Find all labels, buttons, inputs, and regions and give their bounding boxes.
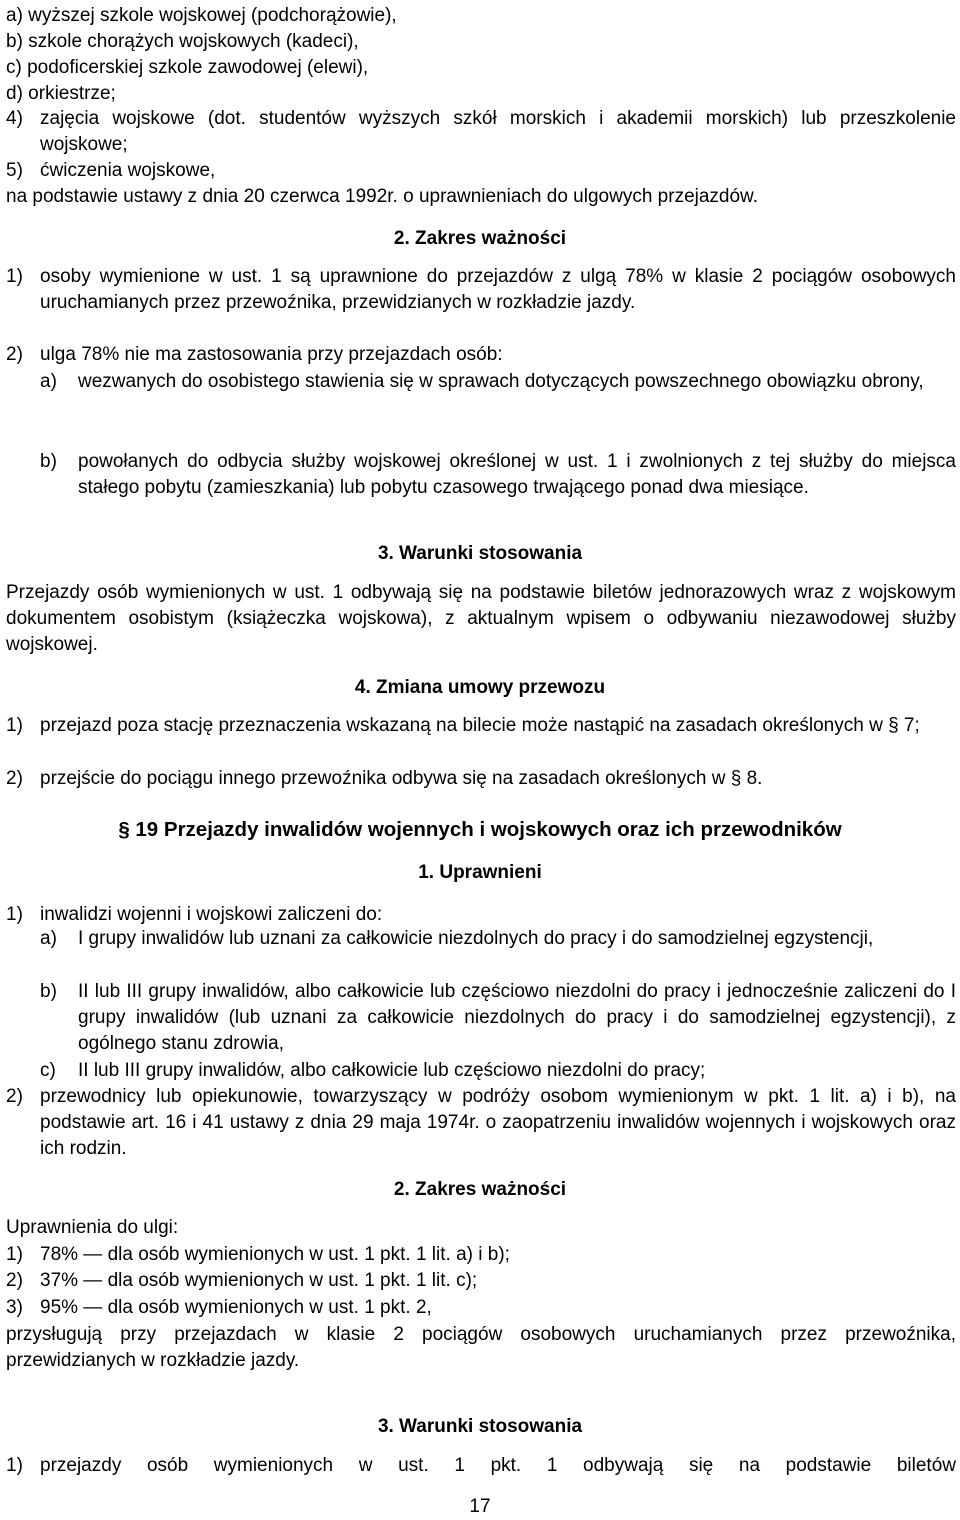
item-letter: c)	[40, 1060, 56, 1081]
scope-item-2b	[40, 449, 956, 501]
heading-conditions: 3. Warunki stosowania	[377, 543, 583, 564]
item-text: I grupy inwalidów lub uznani za całkowicie niezdolnych do pracy i do samodzielnej egzystencji,	[78, 928, 874, 949]
list-item-b: b) szkole chorążych wojskowych (kadeci),	[6, 31, 359, 52]
item-number: 2)	[6, 1086, 23, 1107]
relief-item-2	[6, 1268, 956, 1294]
contract-item-2	[6, 766, 956, 792]
relief-item-3	[6, 1295, 956, 1321]
item-letter: a)	[40, 928, 57, 949]
item-text: inwalidzi wojenni i wojskowi zaliczeni do:	[40, 904, 383, 925]
entitled-item-1	[6, 902, 956, 928]
item-text: powołanych do odbycia służby wojskowej określonej w ust. 1 i zwolnionych z tej służby do miejsca stałego pobytu (zamieszkania) lub pobytu czasowego trwającego ponad dwa miesiące.	[78, 451, 956, 498]
item-number: 4)	[6, 108, 23, 129]
page-number: 17	[469, 1496, 491, 1517]
item-text: przejście do pociągu innego przewoźnika odbywa się na zasadach określonych w § 8.	[40, 768, 763, 789]
item-number: 2)	[6, 768, 23, 789]
heading-conditions-2: 3. Warunki stosowania	[377, 1416, 583, 1437]
heading-scope-2: 2. Zakres ważności	[393, 1179, 567, 1200]
item-letter: b)	[40, 981, 57, 1002]
item-text: zajęcia wojskowe (dot. studentów wyższych szkół morskich i akademii morskich) lub przeszkolenie wojskowe;	[40, 108, 956, 155]
item-text: osoby wymienione w ust. 1 są uprawnione do przejazdów z ulgą 78% w klasie 2 pociągów osobowych uruchamianych przez przewoźnika, przewidzianych w rozkładzie jazdy.	[40, 266, 956, 313]
item-number: 2)	[6, 344, 23, 365]
item-text: 37% — dla osób wymienionych w ust. 1 pkt. 1 lit. c);	[40, 1270, 478, 1291]
item-text: przewodnicy lub opiekunowie, towarzyszący w podróży osobom wymienionym w pkt. 1 lit. a) i b), na podstawie art. 16 i 41 ustawy z dnia 29 maja 1974r. o zaopatrzeniu inwalidów wojennych i wojskowych oraz ich rodzin.	[40, 1086, 956, 1159]
item-number: 5)	[6, 160, 23, 181]
item-number: 1)	[6, 1244, 23, 1265]
item-text: ulga 78% nie ma zastosowania przy przejazdach osób:	[40, 344, 503, 365]
list-item-c: c) podoficerskiej szkole zawodowej (elewi),	[6, 57, 369, 78]
relief-label: Uprawnienia do ulgi:	[6, 1217, 179, 1238]
scope-item-2	[6, 342, 956, 368]
item-number: 3)	[6, 1297, 23, 1318]
list-item-5	[6, 158, 956, 184]
section-title: § 19 Przejazdy inwalidów wojennych i wojskowych oraz ich przewodników	[118, 818, 842, 841]
item-number: 2)	[6, 1270, 23, 1291]
entitled-item-2	[6, 1084, 956, 1162]
legal-basis: na podstawie ustawy z dnia 20 czerwca 1992r. o uprawnieniach do ulgowych przejazdów.	[6, 186, 759, 207]
item-number: 1)	[6, 715, 23, 736]
item-number: 1)	[6, 266, 23, 287]
item-letter: a)	[40, 371, 57, 392]
list-item-d: d) orkiestrze;	[6, 83, 116, 104]
conditions-text: Przejazdy osób wymienionych w ust. 1 odbywają się na podstawie biletów jednorazowych wraz z wojskowym dokumentem osobistym (książeczka wojskowa), z aktualnym wpisem o odbywaniu niezawodowej służby wojskowej.	[6, 582, 956, 655]
item-letter: b)	[40, 451, 57, 472]
item-text: przejazdy osób wymienionych w ust. 1 pkt. 1 odbywają się na podstawie biletów	[40, 1455, 956, 1476]
item-text: II lub III grupy inwalidów, albo całkowicie lub częściowo niezdolni do pracy;	[78, 1060, 706, 1081]
heading-contract-change: 4. Zmiana umowy przewozu	[354, 677, 606, 698]
list-item-a: a) wyższej szkole wojskowej (podchorążowie),	[6, 5, 397, 26]
item-text: 78% — dla osób wymienionych w ust. 1 pkt. 1 lit. a) i b);	[40, 1244, 510, 1265]
relief-applies-text: przysługują przy przejazdach w klasie 2 pociągów osobowych uruchamianych przez przewoźnika, przewidzianych w rozkładzie jazdy.	[6, 1324, 956, 1371]
item-text: przejazd poza stację przeznaczenia wskazaną na bilecie może nastąpić na zasadach określonych w § 7;	[40, 715, 920, 736]
scope-item-2a	[40, 369, 956, 395]
entitled-item-1b	[40, 979, 956, 1057]
entitled-item-1c	[40, 1058, 956, 1084]
relief-item-1	[6, 1242, 956, 1268]
list-item-4	[6, 106, 956, 158]
heading-scope: 2. Zakres ważności	[393, 228, 567, 249]
conditions-item-1	[6, 1453, 956, 1479]
item-text: II lub III grupy inwalidów, albo całkowicie lub częściowo niezdolni do pracy i jednocześnie zaliczeni do I grupy inwalidów (lub uznani za całkowicie niezdolnych do pracy i do samodzielnej egzystencji), z ogólnego stanu zdrowia,	[78, 981, 956, 1054]
item-text: 95% — dla osób wymienionych w ust. 1 pkt. 2,	[40, 1297, 432, 1318]
item-number: 1)	[6, 1455, 23, 1476]
heading-entitled: 1. Uprawnieni	[418, 862, 542, 883]
item-number: 1)	[6, 904, 23, 925]
contract-item-1	[6, 713, 956, 739]
item-text: ćwiczenia wojskowe,	[40, 160, 216, 181]
scope-item-1	[6, 264, 956, 316]
entitled-item-1a	[40, 926, 956, 952]
item-text: wezwanych do osobistego stawienia się w sprawach dotyczących powszechnego obowiązku obrony,	[78, 371, 924, 392]
